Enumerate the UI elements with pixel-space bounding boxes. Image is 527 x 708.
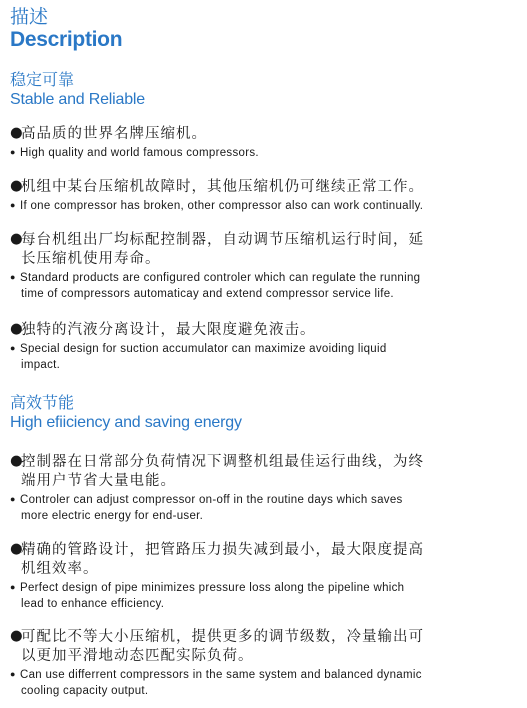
item-text-en-cont: more electric energy for end-user. <box>21 510 204 522</box>
bullet-icon: ● <box>10 628 24 644</box>
bullet-icon: ● <box>10 272 16 282</box>
bullet-icon: ● <box>10 669 16 679</box>
item-text-en: Standard products are configured controler which can regulate the running <box>20 272 421 284</box>
item-text-en: Special design for suction accumulator can maximize avoiding liquid <box>20 343 387 355</box>
list-item <box>10 627 510 699</box>
section-heading-cn: 高效节能 <box>10 393 75 412</box>
item-text-cn: 独特的汽液分离设计，最大限度避免液击。 <box>21 322 316 338</box>
item-text-en-cont: lead to enhance efficiency. <box>21 598 165 610</box>
item-text-cn: 精确的管路设计，把管路压力损失减到最小，最大限度提高 <box>21 542 424 558</box>
item-text-en: Can use differrent compressors in the same system and balanced dynamic <box>20 669 422 681</box>
item-text-cn-cont: 长压缩机使用寿命。 <box>21 251 161 267</box>
bullet-icon: ● <box>10 321 24 337</box>
bullet-icon: ● <box>10 231 24 247</box>
section-heading-cn: 稳定可靠 <box>10 70 75 89</box>
item-text-en: High quality and world famous compressors. <box>20 147 259 159</box>
bullet-icon: ● <box>10 147 16 157</box>
item-text-cn: 可配比不等大小压缩机，提供更多的调节级数，冷量输出可 <box>21 629 424 645</box>
section-heading-en: High efiiciency and saving energy <box>10 414 242 431</box>
item-text-en-cont: cooling capacity output. <box>21 685 149 697</box>
bullet-icon: ● <box>10 541 24 557</box>
list-item <box>10 124 510 161</box>
page-title-en: Description <box>10 28 123 51</box>
item-text-en-cont: time of compressors automaticay and extend compressor service life. <box>21 288 394 300</box>
item-text-en: Controler can adjust compressor on-off in the routine days which saves <box>20 494 403 506</box>
item-text-en: If one compressor has broken, other compressor also can work continually. <box>20 200 424 212</box>
bullet-icon: ● <box>10 453 24 469</box>
item-text-cn-cont: 端用户节省大量电能。 <box>21 473 176 489</box>
bullet-icon: ● <box>10 343 16 353</box>
item-text-cn: 控制器在日常部分负荷情况下调整机组最佳运行曲线，为终 <box>21 454 424 470</box>
list-item <box>10 230 510 302</box>
item-text-en-cont: impact. <box>21 359 61 371</box>
item-text-cn-cont: 机组效率。 <box>21 561 99 577</box>
page-title-cn: 描述 <box>10 6 49 28</box>
item-text-cn: 高品质的世界名牌压缩机。 <box>21 126 207 142</box>
item-text-en: Perfect design of pipe minimizes pressure loss along the pipeline which <box>20 582 405 594</box>
list-item <box>10 320 510 373</box>
bullet-icon: ● <box>10 582 16 592</box>
bullet-icon: ● <box>10 200 16 210</box>
section-heading-en: Stable and Reliable <box>10 91 145 108</box>
list-item <box>10 452 510 524</box>
list-item <box>10 177 510 214</box>
bullet-icon: ● <box>10 125 24 141</box>
item-text-cn-cont: 以更加平滑地动态匹配实际负荷。 <box>21 648 254 664</box>
item-text-cn: 每台机组出厂均标配控制器，自动调节压缩机运行时间，延 <box>21 232 424 248</box>
list-item <box>10 540 510 612</box>
item-text-cn: 机组中某台压缩机故障时，其他压缩机仍可继续正常工作。 <box>21 179 424 195</box>
bullet-icon: ● <box>10 494 16 504</box>
bullet-icon: ● <box>10 178 24 194</box>
